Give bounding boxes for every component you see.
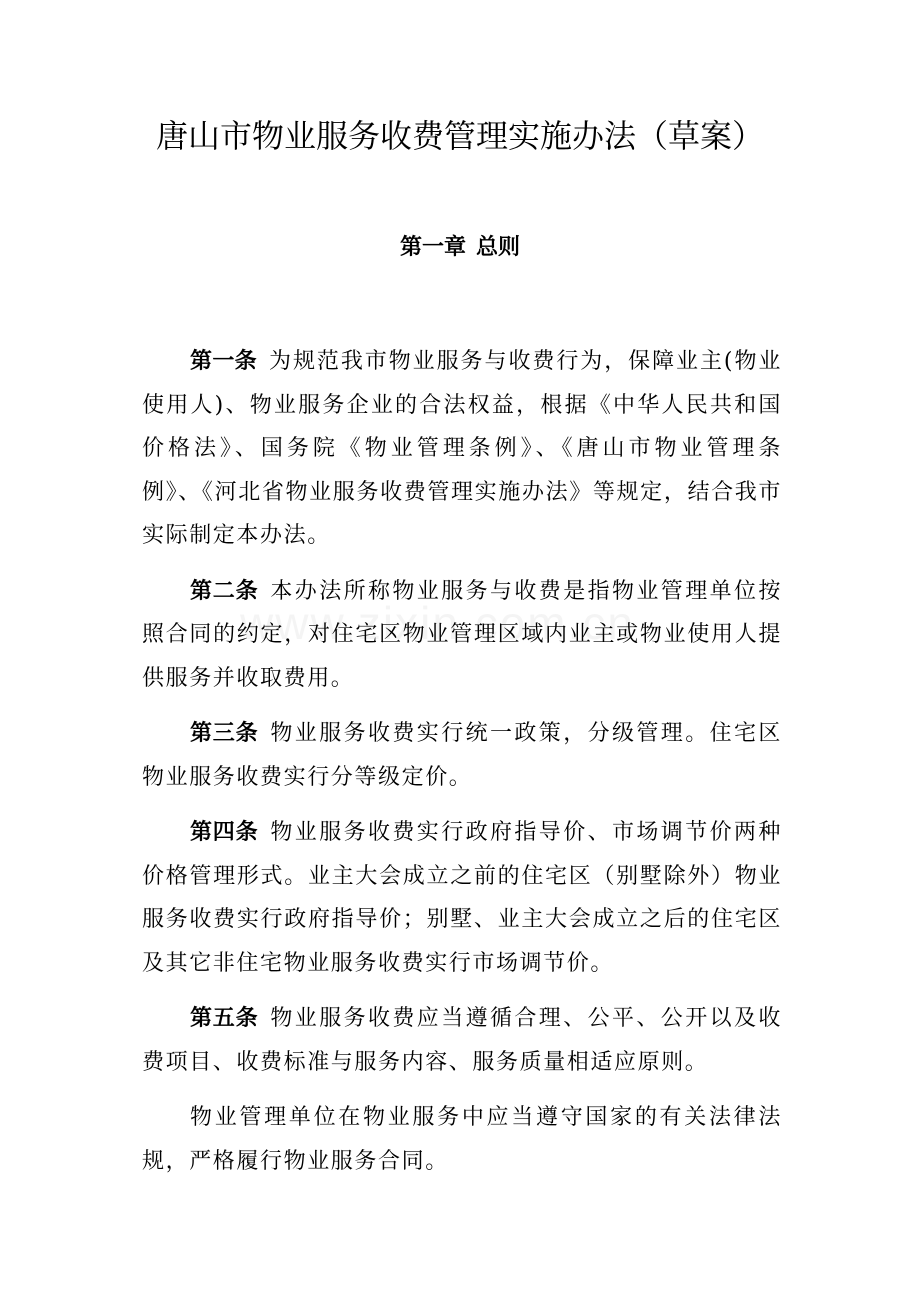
article-text: 物业服务收费实行政府指导价、市场调节价两种价格管理形式。业主大会成立之前的住宅区（别墅除外）物业服务收费实行政府指导价；别墅、业主大会成立之后的住宅区及其它非住宅物业服务收费实行市场调节价。	[142, 820, 782, 976]
article-number: 第三条	[190, 721, 259, 746]
paragraph-text: 物业管理单位在物业服务中应当遵守国家的有关法律法规，严格履行物业服务合同。	[142, 1105, 782, 1174]
article-paragraph-1	[142, 340, 782, 558]
article-number: 第二条	[190, 578, 259, 604]
chapter-number: 第一章	[399, 235, 466, 260]
article-paragraph-2	[142, 570, 782, 701]
article-paragraph-3	[142, 712, 782, 799]
article-text: 本办法所称物业服务与收费是指物业管理单位按照合同的约定，对住宅区物业管理区域内业主或物业使用人提供服务并收取费用。	[142, 578, 782, 691]
document-title: 唐山市物业服务收费管理实施办法（草案）	[155, 117, 764, 155]
chapter-name: 总则	[476, 235, 521, 260]
article-number: 第五条	[190, 1006, 259, 1031]
article-number: 第四条	[190, 820, 259, 845]
article-number: 第一条	[190, 349, 258, 374]
document-body	[142, 340, 782, 1195]
body-paragraph	[142, 1096, 782, 1183]
article-paragraph-4	[142, 811, 782, 985]
article-paragraph-5	[142, 997, 782, 1084]
article-text: 物业服务收费实行统一政策，分级管理。住宅区物业服务收费实行分等级定价。	[142, 721, 782, 790]
article-text: 物业服务收费应当遵循合理、公平、公开以及收费项目、收费标准与服务内容、服务质量相适应原则。	[142, 1006, 782, 1075]
article-text: 为规范我市物业服务与收费行为，保障业主(物业使用人)、物业服务企业的合法权益，根据《中华人民共和国价格法》、国务院《物业管理条例》、《唐山市物业管理条例》、《河北省物业服务收费管理实施办法》等规定，结合我市实际制定本办法。	[142, 349, 782, 548]
chapter-heading	[0, 230, 920, 266]
